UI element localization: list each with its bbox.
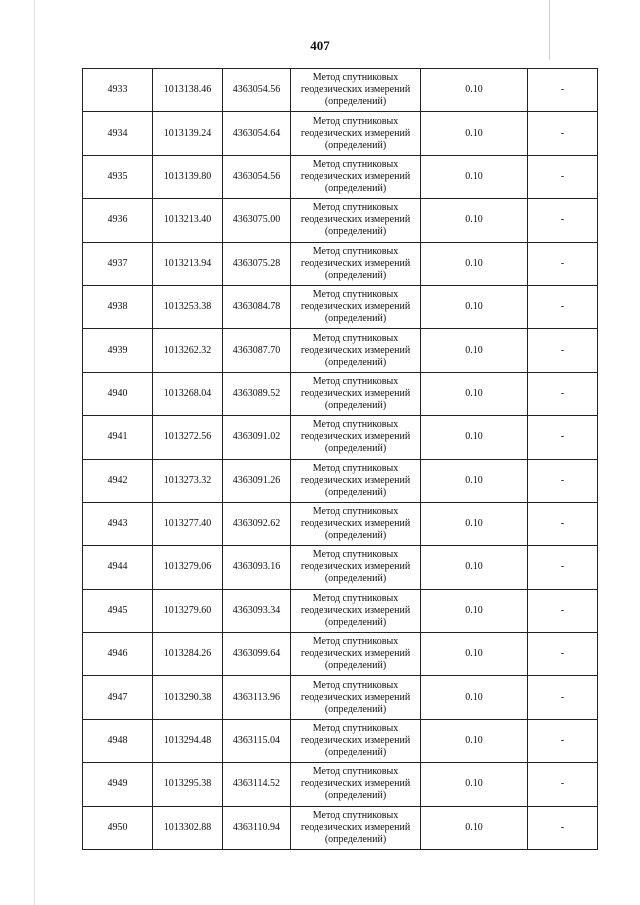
- x-coordinate-cell: 1013268.04: [153, 372, 223, 415]
- method-line: (определений): [324, 833, 387, 845]
- accuracy-cell: 0.10: [421, 155, 528, 198]
- y-coordinate-cell: 4363093.16: [223, 546, 291, 589]
- note-cell: -: [528, 459, 598, 502]
- accuracy-cell: 0.10: [421, 242, 528, 285]
- method-line: Метод спутниковых: [312, 419, 399, 431]
- note-cell: -: [528, 112, 598, 155]
- table-row: [83, 633, 598, 676]
- note-cell: -: [528, 69, 598, 112]
- table-row: [83, 329, 598, 372]
- accuracy-cell: 0.10: [421, 416, 528, 459]
- method-line: (определений): [324, 486, 387, 498]
- method-line: геодезических измерений: [300, 387, 411, 399]
- point-number-cell: 4941: [83, 416, 153, 459]
- y-coordinate-cell: 4363075.28: [223, 242, 291, 285]
- method-line: (определений): [324, 703, 387, 715]
- method-line: геодезических измерений: [300, 257, 411, 269]
- y-coordinate-cell: 4363089.52: [223, 372, 291, 415]
- method-cell: [291, 329, 421, 372]
- x-coordinate-cell: 1013138.46: [153, 69, 223, 112]
- y-coordinate-cell: 4363054.56: [223, 155, 291, 198]
- point-number-cell: 4939: [83, 329, 153, 372]
- table-row: [83, 285, 598, 328]
- point-number-cell: 4942: [83, 459, 153, 502]
- table-row: [83, 676, 598, 719]
- method-line: (определений): [324, 139, 387, 151]
- note-cell: -: [528, 502, 598, 545]
- method-line: геодезических измерений: [300, 561, 411, 573]
- y-coordinate-cell: 4363054.56: [223, 69, 291, 112]
- x-coordinate-cell: 1013295.38: [153, 763, 223, 806]
- point-number-cell: 4949: [83, 763, 153, 806]
- method-line: геодезических измерений: [300, 301, 411, 313]
- method-line: Метод спутниковых: [312, 375, 399, 387]
- method-line: геодезических измерений: [300, 344, 411, 356]
- accuracy-cell: 0.10: [421, 502, 528, 545]
- method-line: геодезических измерений: [300, 431, 411, 443]
- x-coordinate-cell: 1013139.24: [153, 112, 223, 155]
- method-line: геодезических измерений: [300, 474, 411, 486]
- method-line: Метод спутниковых: [312, 158, 399, 170]
- table-row: [83, 589, 598, 632]
- point-number-cell: 4940: [83, 372, 153, 415]
- method-cell: [291, 502, 421, 545]
- y-coordinate-cell: 4363054.64: [223, 112, 291, 155]
- method-line: Метод спутниковых: [312, 636, 399, 648]
- method-line: Метод спутниковых: [312, 766, 399, 778]
- table-row: [83, 719, 598, 762]
- note-cell: -: [528, 285, 598, 328]
- point-number-cell: 4947: [83, 676, 153, 719]
- x-coordinate-cell: 1013272.56: [153, 416, 223, 459]
- method-line: (определений): [324, 530, 387, 542]
- note-cell: -: [528, 329, 598, 372]
- method-cell: [291, 676, 421, 719]
- method-line: геодезических измерений: [300, 170, 411, 182]
- y-coordinate-cell: 4363075.00: [223, 199, 291, 242]
- method-line: геодезических измерений: [300, 691, 411, 703]
- y-coordinate-cell: 4363093.34: [223, 589, 291, 632]
- method-line: (определений): [324, 747, 387, 759]
- method-cell: [291, 372, 421, 415]
- method-cell: [291, 199, 421, 242]
- method-line: Метод спутниковых: [312, 115, 399, 127]
- note-cell: -: [528, 242, 598, 285]
- point-number-cell: 4950: [83, 806, 153, 849]
- method-line: Метод спутниковых: [312, 289, 399, 301]
- coordinates-table: [82, 68, 598, 850]
- x-coordinate-cell: 1013213.94: [153, 242, 223, 285]
- note-cell: -: [528, 199, 598, 242]
- table-row: [83, 416, 598, 459]
- y-coordinate-cell: 4363114.52: [223, 763, 291, 806]
- scan-margin-line-left: [34, 0, 35, 905]
- accuracy-cell: 0.10: [421, 676, 528, 719]
- method-line: (определений): [324, 313, 387, 325]
- method-cell: [291, 633, 421, 676]
- table-row: [83, 69, 598, 112]
- accuracy-cell: 0.10: [421, 633, 528, 676]
- note-cell: -: [528, 546, 598, 589]
- note-cell: -: [528, 806, 598, 849]
- note-cell: -: [528, 633, 598, 676]
- point-number-cell: 4946: [83, 633, 153, 676]
- method-line: (определений): [324, 182, 387, 194]
- table-row: [83, 155, 598, 198]
- table-row: [83, 242, 598, 285]
- y-coordinate-cell: 4363115.04: [223, 719, 291, 762]
- point-number-cell: 4934: [83, 112, 153, 155]
- point-number-cell: 4938: [83, 285, 153, 328]
- x-coordinate-cell: 1013279.06: [153, 546, 223, 589]
- method-line: геодезических измерений: [300, 648, 411, 660]
- point-number-cell: 4944: [83, 546, 153, 589]
- method-cell: [291, 155, 421, 198]
- method-line: (определений): [324, 616, 387, 628]
- accuracy-cell: 0.10: [421, 719, 528, 762]
- table-body: [83, 69, 598, 850]
- method-line: Метод спутниковых: [312, 202, 399, 214]
- method-line: геодезических измерений: [300, 518, 411, 530]
- method-cell: [291, 112, 421, 155]
- method-cell: [291, 459, 421, 502]
- table-row: [83, 806, 598, 849]
- point-number-cell: 4937: [83, 242, 153, 285]
- method-line: геодезических измерений: [300, 604, 411, 616]
- method-line: (определений): [324, 356, 387, 368]
- method-line: (определений): [324, 443, 387, 455]
- accuracy-cell: 0.10: [421, 372, 528, 415]
- accuracy-cell: 0.10: [421, 329, 528, 372]
- note-cell: -: [528, 155, 598, 198]
- x-coordinate-cell: 1013290.38: [153, 676, 223, 719]
- accuracy-cell: 0.10: [421, 589, 528, 632]
- method-cell: [291, 763, 421, 806]
- method-cell: [291, 69, 421, 112]
- x-coordinate-cell: 1013277.40: [153, 502, 223, 545]
- note-cell: -: [528, 719, 598, 762]
- table-row: [83, 459, 598, 502]
- method-line: (определений): [324, 660, 387, 672]
- method-line: геодезических измерений: [300, 127, 411, 139]
- x-coordinate-cell: 1013139.80: [153, 155, 223, 198]
- point-number-cell: 4933: [83, 69, 153, 112]
- method-cell: [291, 416, 421, 459]
- note-cell: -: [528, 589, 598, 632]
- x-coordinate-cell: 1013262.32: [153, 329, 223, 372]
- note-cell: -: [528, 372, 598, 415]
- accuracy-cell: 0.10: [421, 806, 528, 849]
- y-coordinate-cell: 4363110.94: [223, 806, 291, 849]
- note-cell: -: [528, 416, 598, 459]
- x-coordinate-cell: 1013294.48: [153, 719, 223, 762]
- x-coordinate-cell: 1013273.32: [153, 459, 223, 502]
- method-line: геодезических измерений: [300, 735, 411, 747]
- method-cell: [291, 285, 421, 328]
- method-cell: [291, 589, 421, 632]
- accuracy-cell: 0.10: [421, 763, 528, 806]
- accuracy-cell: 0.10: [421, 199, 528, 242]
- method-line: (определений): [324, 96, 387, 108]
- point-number-cell: 4943: [83, 502, 153, 545]
- method-line: Метод спутниковых: [312, 679, 399, 691]
- method-cell: [291, 806, 421, 849]
- accuracy-cell: 0.10: [421, 546, 528, 589]
- method-cell: [291, 546, 421, 589]
- y-coordinate-cell: 4363092.62: [223, 502, 291, 545]
- table-row: [83, 199, 598, 242]
- accuracy-cell: 0.10: [421, 69, 528, 112]
- x-coordinate-cell: 1013279.60: [153, 589, 223, 632]
- method-line: Метод спутниковых: [312, 549, 399, 561]
- method-line: геодезических измерений: [300, 214, 411, 226]
- point-number-cell: 4936: [83, 199, 153, 242]
- method-line: (определений): [324, 573, 387, 585]
- y-coordinate-cell: 4363091.26: [223, 459, 291, 502]
- method-line: геодезических измерений: [300, 778, 411, 790]
- note-cell: -: [528, 676, 598, 719]
- method-line: (определений): [324, 790, 387, 802]
- method-line: Метод спутниковых: [312, 462, 399, 474]
- x-coordinate-cell: 1013213.40: [153, 199, 223, 242]
- method-line: Метод спутниковых: [312, 245, 399, 257]
- note-cell: -: [528, 763, 598, 806]
- method-line: Метод спутниковых: [312, 72, 399, 84]
- y-coordinate-cell: 4363091.02: [223, 416, 291, 459]
- x-coordinate-cell: 1013302.88: [153, 806, 223, 849]
- table-row: [83, 546, 598, 589]
- method-line: Метод спутниковых: [312, 809, 399, 821]
- table-row: [83, 763, 598, 806]
- method-line: (определений): [324, 269, 387, 281]
- method-line: геодезических измерений: [300, 821, 411, 833]
- x-coordinate-cell: 1013253.38: [153, 285, 223, 328]
- page-number: 407: [310, 38, 330, 53]
- y-coordinate-cell: 4363087.70: [223, 329, 291, 372]
- method-line: геодезических измерений: [300, 84, 411, 96]
- method-line: (определений): [324, 226, 387, 238]
- accuracy-cell: 0.10: [421, 459, 528, 502]
- accuracy-cell: 0.10: [421, 112, 528, 155]
- point-number-cell: 4948: [83, 719, 153, 762]
- accuracy-cell: 0.10: [421, 285, 528, 328]
- method-line: Метод спутниковых: [312, 506, 399, 518]
- point-number-cell: 4945: [83, 589, 153, 632]
- method-cell: [291, 719, 421, 762]
- table-row: [83, 502, 598, 545]
- method-line: Метод спутниковых: [312, 723, 399, 735]
- point-number-cell: 4935: [83, 155, 153, 198]
- table-row: [83, 112, 598, 155]
- method-cell: [291, 242, 421, 285]
- table-row: [83, 372, 598, 415]
- method-line: Метод спутниковых: [312, 592, 399, 604]
- method-line: (определений): [324, 399, 387, 411]
- y-coordinate-cell: 4363099.64: [223, 633, 291, 676]
- x-coordinate-cell: 1013284.26: [153, 633, 223, 676]
- y-coordinate-cell: 4363113.96: [223, 676, 291, 719]
- y-coordinate-cell: 4363084.78: [223, 285, 291, 328]
- method-line: Метод спутниковых: [312, 332, 399, 344]
